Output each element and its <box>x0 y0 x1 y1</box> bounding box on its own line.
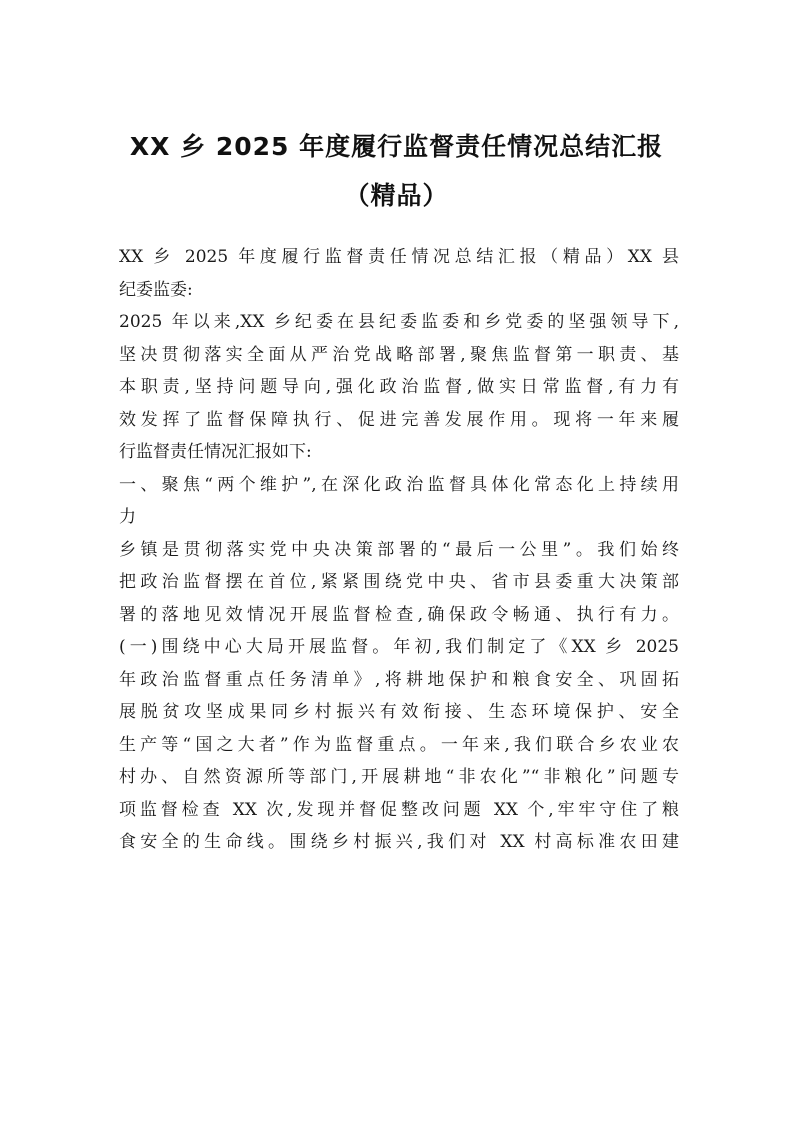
document-title-line-1: XX 乡 2025 年度履行监督责任情况总结汇报 <box>129 132 664 161</box>
document-title-line-2: （精品） <box>344 181 449 210</box>
body-line: 食安全的生命线。围绕乡村振兴,我们对 XX 村高标准农田建 <box>119 832 679 852</box>
body-line: 项监督检查 XX 次,发现并督促整改问题 XX 个,牢牢守住了粮 <box>119 799 679 820</box>
body-line: 行监督责任情况汇报如下: <box>119 442 312 462</box>
body-line: 年政治监督重点任务清单》,将耕地保护和粮食安全、巩固拓 <box>119 669 679 690</box>
section-heading-line: 一、聚焦“两个维护”,在深化政治监督具体化常态化上持续用 <box>119 474 679 495</box>
body-line: 展脱贫攻坚成果同乡村振兴有效衔接、生态环境保护、安全 <box>119 702 679 722</box>
body-line: XX 乡 2025 年度履行监督责任情况总结汇报（精品）XX 县 <box>119 247 679 267</box>
body-line: 本职责,坚持问题导向,强化政治监督,做实日常监督,有力有 <box>119 377 679 397</box>
body-line: 村办、自然资源所等部门,开展耕地“非农化”“非粮化”问题专 <box>119 767 679 787</box>
body-line: (一)围绕中心大局开展监督。年初,我们制定了《XX 乡 2025 <box>119 637 679 657</box>
body-line: 把政治监督摆在首位,紧紧围绕党中央、省市县委重大决策部 <box>119 572 679 592</box>
body-line: 乡镇是贯彻落实党中央决策部署的“最后一公里”。我们始终 <box>119 539 679 560</box>
body-line: 2025 年以来,XX 乡纪委在县纪委监委和乡党委的坚强领导下, <box>119 312 679 332</box>
body-line: 署的落地见效情况开展监督检查,确保政令畅通、执行有力。 <box>119 604 679 625</box>
body-line: 纪委监委: <box>119 279 193 300</box>
document-body <box>119 241 679 859</box>
body-line: 效发挥了监督保障执行、促进完善发展作用。现将一年来履 <box>119 409 679 430</box>
body-line: 坚决贯彻落实全面从严治党战略部署,聚焦监督第一职责、基 <box>119 344 679 365</box>
section-heading-line: 力 <box>119 507 136 527</box>
body-line: 生产等“国之大者”作为监督重点。一年来,我们联合乡农业农 <box>119 734 679 755</box>
